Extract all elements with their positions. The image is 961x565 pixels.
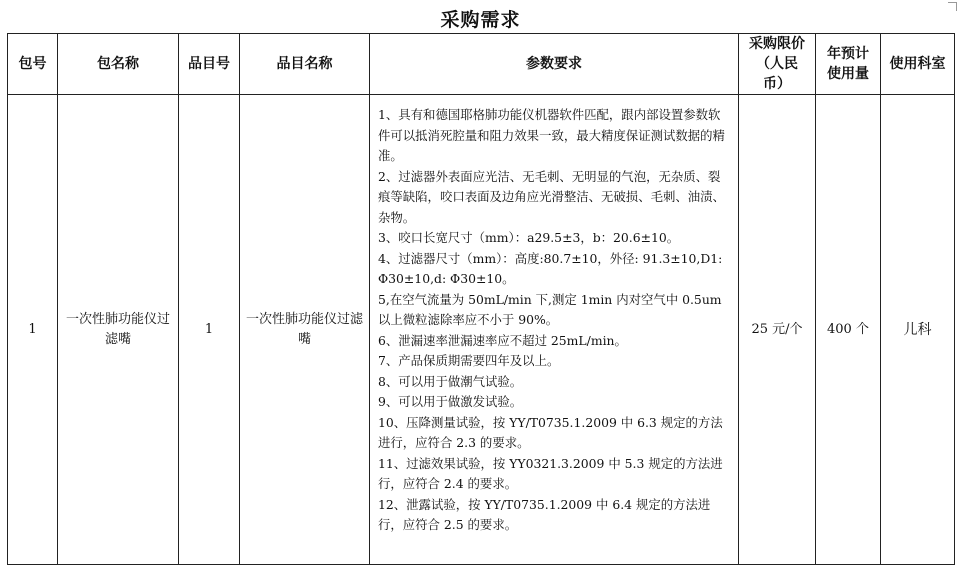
cell-params <box>370 95 739 565</box>
param-line: 5,在空气流量为 50mL/min 下,测定 1min 内对空气中 0.5um 以上微粒滤除率应不小于 90%。 <box>378 291 722 327</box>
page-title: 采购需求 <box>440 9 521 31</box>
cell-item-name <box>240 95 370 565</box>
header-params: 参数要求 <box>370 34 739 95</box>
param-line: 12、泄露试验，按 YY/T0735.1.2009 中 6.4 规定的方法进行，应符合 2.5 的要求。 <box>378 496 711 532</box>
header-package-no: 包号 <box>8 34 58 95</box>
header-package-name: 包名称 <box>58 34 179 95</box>
param-line: 11、过滤效果试验，按 YY0321.3.2009 中 5.3 规定的方法进行，应符合 2.4 的要求。 <box>378 455 723 491</box>
cell-package-no: 1 <box>8 95 58 565</box>
param-line: 6、泄漏速率泄漏速率应不超过 25mL/min。 <box>378 332 627 348</box>
param-line: 8、可以用于做潮气试验。 <box>378 373 523 389</box>
item-name-text: 一次性肺功能仪过滤嘴 <box>246 311 364 347</box>
header-row <box>8 34 955 95</box>
param-line: 4、过滤器尺寸（mm）：高度:80.7±10，外径: 91.3±10,D1:Φ30±10,d: Φ30±10。 <box>378 250 723 286</box>
header-price-limit: 采购限价（人民币） <box>739 34 816 95</box>
param-line: 9、可以用于做激发试验。 <box>378 394 523 409</box>
header-department: 使用科室 <box>881 34 955 95</box>
procurement-table <box>7 33 955 565</box>
table-row <box>8 95 955 565</box>
package-name-text: 一次性肺功能仪过滤嘴 <box>65 311 170 347</box>
header-item-no: 品目号 <box>179 34 240 95</box>
param-line: 10、压降测量试验，按 YY/T0735.1.2009 中 6.3 规定的方法进行，应符合 2.3 的要求。 <box>378 414 723 450</box>
cell-department: 儿科 <box>881 95 955 565</box>
param-line: 3、咬口长宽尺寸（mm）：a29.5±3，b：20.6±10。 <box>378 230 680 245</box>
cell-package-name <box>58 95 179 565</box>
param-line: 2、过滤器外表面应光洁、无毛刺、无明显的气泡，无杂质、裂痕等缺陷，咬口表面及边角应光滑整洁、无破损、毛刺、油渍、杂物。 <box>378 168 725 225</box>
param-line: 7、产品保质期需要四年及以上。 <box>378 353 560 368</box>
cell-annual-usage: 400 个 <box>816 95 881 565</box>
header-annual-usage: 年预计使用量 <box>816 34 881 95</box>
cell-price-limit: 25 元/个 <box>739 95 816 565</box>
cell-item-no: 1 <box>179 95 240 565</box>
header-item-name: 品目名称 <box>240 34 370 95</box>
param-line: 1、具有和德国耶格肺功能仪机器软件匹配，跟内部设置参数软件可以抵消死腔量和阻力效果一致，最大精度保证测试数据的精准。 <box>378 107 725 163</box>
